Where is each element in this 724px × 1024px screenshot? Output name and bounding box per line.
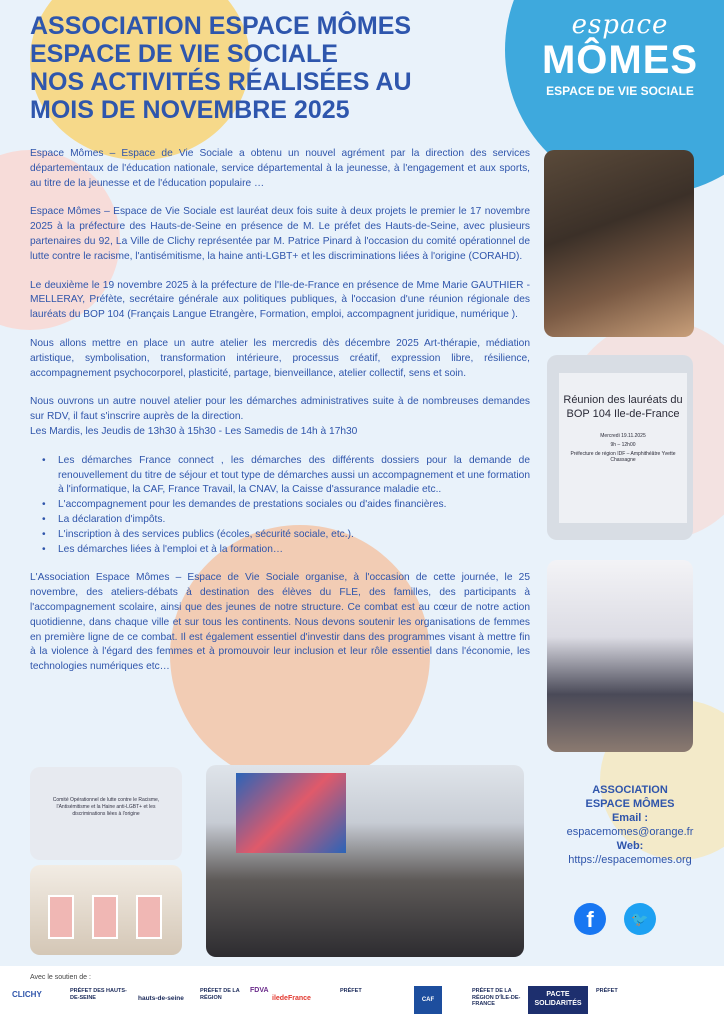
- logo-subtitle: ESPACE DE VIE SOCIALE: [546, 84, 694, 98]
- poster: [48, 895, 74, 939]
- web-label: Web:: [616, 840, 644, 852]
- web-link[interactable]: https://espacemomes.org: [568, 854, 692, 866]
- partner-logo: PRÉFET DE LA RÉGION: [200, 988, 240, 1001]
- slide-date: Mercredi 19.11.2025: [600, 433, 646, 439]
- contact-org-line-1: ASSOCIATION: [592, 784, 668, 796]
- list-item: • L'inscription à des services publics (écoles, sécurité sociale, etc.).: [46, 528, 530, 543]
- contact-org-line-2: ESPACE MÔMES: [585, 798, 675, 810]
- partner-logo: PRÉFET: [340, 988, 362, 994]
- email-link[interactable]: espacemomes@orange.fr: [566, 826, 694, 838]
- contact-block: [535, 783, 724, 867]
- paragraph-admin: [30, 395, 530, 439]
- projected-slide: [559, 373, 687, 523]
- paragraph-closing: L'Association Espace Mômes – Espace de Vie Sociale organise, à l'occasion de cette journée, le 25 novembre, des ateliers-débats à destination des élèves du FLE, des familles, des participants à l'accompagnement scolaire, ainsi que des jeunes de notre structure. Ce combat est au cœur de notre action quotidienne, dans chaque ville et sur tous les continents. Nous devons soutenir les organisations de femmes en première ligne de ce combat. Il est également essentiel d'investir dans des programmes visant à mettre fin à la violence à l'égard des femmes et à promouvoir leur inclusion et leur rôle essentiel dans l'économie, les technologies numériques etc…: [30, 572, 530, 673]
- photo-bop-slide: [547, 355, 693, 540]
- logo: [530, 10, 710, 120]
- photo-classroom: [547, 560, 693, 752]
- facebook-icon[interactable]: f: [574, 903, 606, 935]
- logo-momes-text: MÔMES: [541, 38, 699, 82]
- poster: [136, 895, 162, 939]
- admin-schedule: Les Mardis, les Jeudis de 13h30 à 15h30 - Les Samedis de 14h à 17h30: [30, 425, 358, 437]
- bullet-list: [46, 454, 530, 558]
- wall-poster: [236, 773, 346, 853]
- slide-title: Réunion des lauréats du BOP 104 Ile-de-France: [563, 394, 683, 420]
- list-item: • Les démarches liées à l'emploi et à la formation…: [46, 543, 530, 558]
- footer-partners: [0, 966, 724, 1024]
- slide-time: 9h – 12h00: [610, 442, 636, 448]
- partner-logo: PRÉFET DE LA RÉGION D'ÎLE-DE-FRANCE: [472, 988, 521, 1007]
- photo-amphitheatre: [544, 150, 694, 337]
- footer-lead: Avec le soutien de :: [30, 974, 91, 981]
- poster: [92, 895, 118, 939]
- paragraph-laureat-2: Le deuxième le 19 novembre 2025 à la préfecture de l'Ile-de-France en présence de Mme Marie GAUTHIER -MELLERAY, Préfète, secrétaire générale aux politiques publiques, à l'occasion d'une réunion régionale des lauréats du BOP 104 (Français Langue Etrangère, Formation, emploi, accompagnent juridique, numérique ).: [30, 279, 530, 321]
- photo-workshop: [206, 765, 524, 957]
- list-item: • Les démarches France connect , les démarches des différents dossiers pour la demande de renouvellement du titre de séjour et tout type de démarches aussi un accompagnement et une formation à l'informatique, la CAF, France Travail, la CNAV, la Caisse d'assurance maladie etc..: [46, 454, 530, 498]
- corahd-slide-text: Comité Opérationnel de lutte contre le Racisme, l'Antisémitisme et la Haine anti-LGBT+ et les discriminations liées à l'origine: [52, 797, 160, 817]
- page-title: [30, 12, 500, 124]
- main-content: [30, 147, 530, 689]
- partner-logo: CLICHY: [12, 990, 42, 999]
- title-line-4: MOIS DE NOVEMBRE 2025: [30, 96, 350, 124]
- paragraph-agrement: Espace Mômes – Espace de Vie Sociale a obtenu un nouvel agrément par la direction des services départementaux de l'éducation nationale, service départemental à la jeunesse, à l'engagement et aux sports, au titre de la jeunesse et de l'éducation populaire …: [30, 148, 530, 189]
- logo-espace-text: espace: [571, 10, 669, 40]
- partner-logo: PACTE SOLIDARITÉS: [528, 986, 588, 1014]
- slide-place: Préfecture de région IDF – Amphithéâtre Yvette Chassagne: [570, 451, 676, 463]
- partner-logo: CAF: [414, 986, 442, 1014]
- title-line-2: ESPACE DE VIE SOCIALE: [30, 40, 338, 68]
- partner-logo: iledeFrance: [272, 995, 311, 1002]
- paragraph-laureat-1: Espace Mômes – Espace de Vie Sociale est lauréat deux fois suite à deux projets le premier le 17 novembre 2025 à la préfecture des Hauts-de-Seine en présence de M. Le préfet des Hauts-de-Seine, avec plusieurs partenaires du 92, La Ville de Clichy représentée par M. Patrice Pinard à l'occasion du comité opérationnel de lutte contre le racisme, l'antisémitisme, la haine anti-LGBT+ et les discriminations liées à l'origine (CORAHD).: [30, 206, 530, 262]
- title-line-3: NOS ACTIVITÉS RÉALISÉES AU: [30, 68, 412, 96]
- list-item: • L'accompagnement pour les demandes de prestations sociales ou d'aides financières.: [46, 498, 530, 513]
- partner-logo: PRÉFET DES HAUTS-DE-SEINE: [70, 988, 127, 1001]
- partner-logo: FDVA: [250, 987, 269, 994]
- photo-posters: [30, 865, 182, 955]
- paragraph-art-therapie: Nous allons mettre en place un autre atelier les mercredis dès décembre 2025 Art-thérapie, médiation artistique, symbolisation, transformation intérieure, processus créatif, expression libre, résilience, accompagnement psychocorporel, plasticité, partage, bienveillance, atelier collectif, sens et soin.: [30, 337, 530, 379]
- partner-logo: hauts-de-seine: [138, 995, 184, 1002]
- title-line-1: ASSOCIATION ESPACE MÔMES: [30, 12, 412, 40]
- photo-corahd-slide: [30, 767, 182, 860]
- partner-logo: PRÉFET: [596, 988, 618, 994]
- list-item: • La déclaration d'impôts.: [46, 513, 530, 528]
- admin-intro: Nous ouvrons un autre nouvel atelier pour les démarches administratives suite à de nombreuses demandes sur RDV, il faut s'inscrire auprès de la direction.: [30, 396, 530, 423]
- twitter-icon[interactable]: 🐦: [624, 903, 656, 935]
- email-label: Email :: [611, 812, 649, 824]
